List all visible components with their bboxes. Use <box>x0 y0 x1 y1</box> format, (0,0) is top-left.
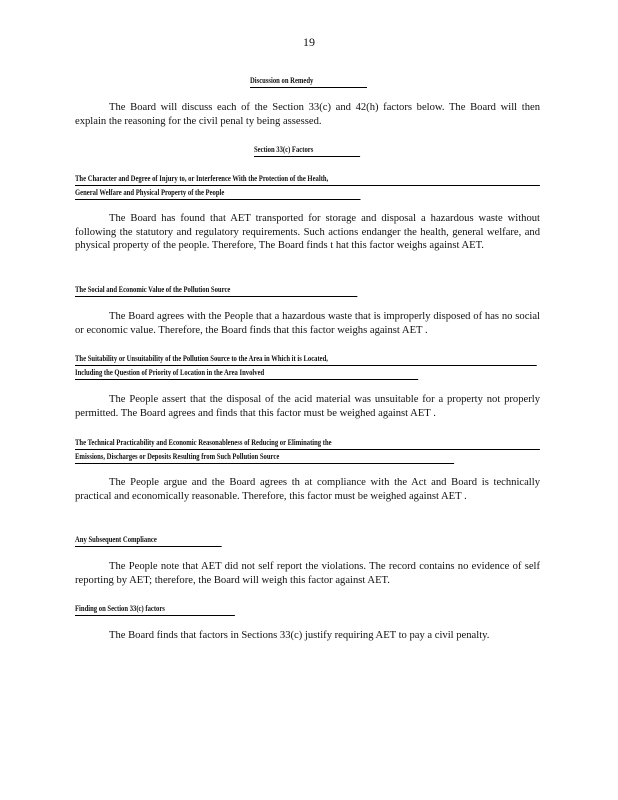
paragraph-technical-text: The People argue and the Board agrees th at compliance with the Act and Board is technically practical and economically reasonable. Therefore, this factor must be weighed against AET . <box>75 477 540 502</box>
heading-character-line1: The Character and Degree of Injury to, or Interference With the Protection of the Health, <box>75 172 540 186</box>
page-number: 19 <box>303 35 315 49</box>
paragraph-technical <box>75 476 540 503</box>
heading-technical-line2: Emissions, Discharges or Deposits Resulting from Such Pollution Source <box>75 450 454 464</box>
paragraph-intro-text: The Board will discuss each of the Section 33(c) and 42(h) factors below. The Board will then explain the reasoning for the civil penal ty being assessed. <box>75 102 540 127</box>
paragraph-social-value-text: The Board agrees with the People that a hazardous waste that is improperly disposed of has no social or economic value. Therefore, the Board finds that this factor weighs against AET . <box>75 311 540 336</box>
paragraph-suitability <box>75 393 540 420</box>
paragraph-suitability-text: The People assert that the disposal of the acid material was unsuitable for a property not properly permitted. The Board agrees and finds that this factor must be weighed against AET . <box>75 394 540 419</box>
heading-finding-section-33c: Finding on Section 33(c) factors <box>75 602 235 616</box>
heading-suitability-line1: The Suitability or Unsuitability of the Pollution Source to the Area in Which it is Located, <box>75 352 537 366</box>
paragraph-character-text: The Board has found that AET transported for storage and disposal a hazardous waste without following the statutory and regulatory requirements. Such actions endanger the health, general welfare, and physical property of the people. Therefore, The Board finds t hat this factor weighs against AET. <box>75 213 540 251</box>
heading-character-line2: General Welfare and Physical Property of the People <box>75 186 360 200</box>
heading-discussion-on-remedy: Discussion on Remedy <box>250 74 367 88</box>
heading-suitability-line2: Including the Question of Priority of Location in the Area Involved <box>75 366 418 380</box>
paragraph-subsequent <box>75 560 540 587</box>
paragraph-intro <box>75 101 540 128</box>
heading-technical-line1: The Technical Practicability and Economic Reasonableness of Reducing or Eliminating the <box>75 436 540 450</box>
paragraph-character <box>75 212 540 253</box>
paragraph-finding <box>75 629 540 643</box>
paragraph-social-value <box>75 310 540 337</box>
paragraph-subsequent-text: The People note that AET did not self report the violations. The record contains no evidence of self reporting by AET; therefore, the Board will weigh this factor against AET. <box>75 561 540 586</box>
heading-section-33c-factors: Section 33(c) Factors <box>254 143 360 157</box>
heading-subsequent-compliance: Any Subsequent Compliance <box>75 533 222 547</box>
heading-social-economic-value: The Social and Economic Value of the Pollution Source <box>75 283 357 297</box>
paragraph-finding-text: The Board finds that factors in Sections 33(c) justify requiring AET to pay a civil penalty. <box>109 630 490 641</box>
